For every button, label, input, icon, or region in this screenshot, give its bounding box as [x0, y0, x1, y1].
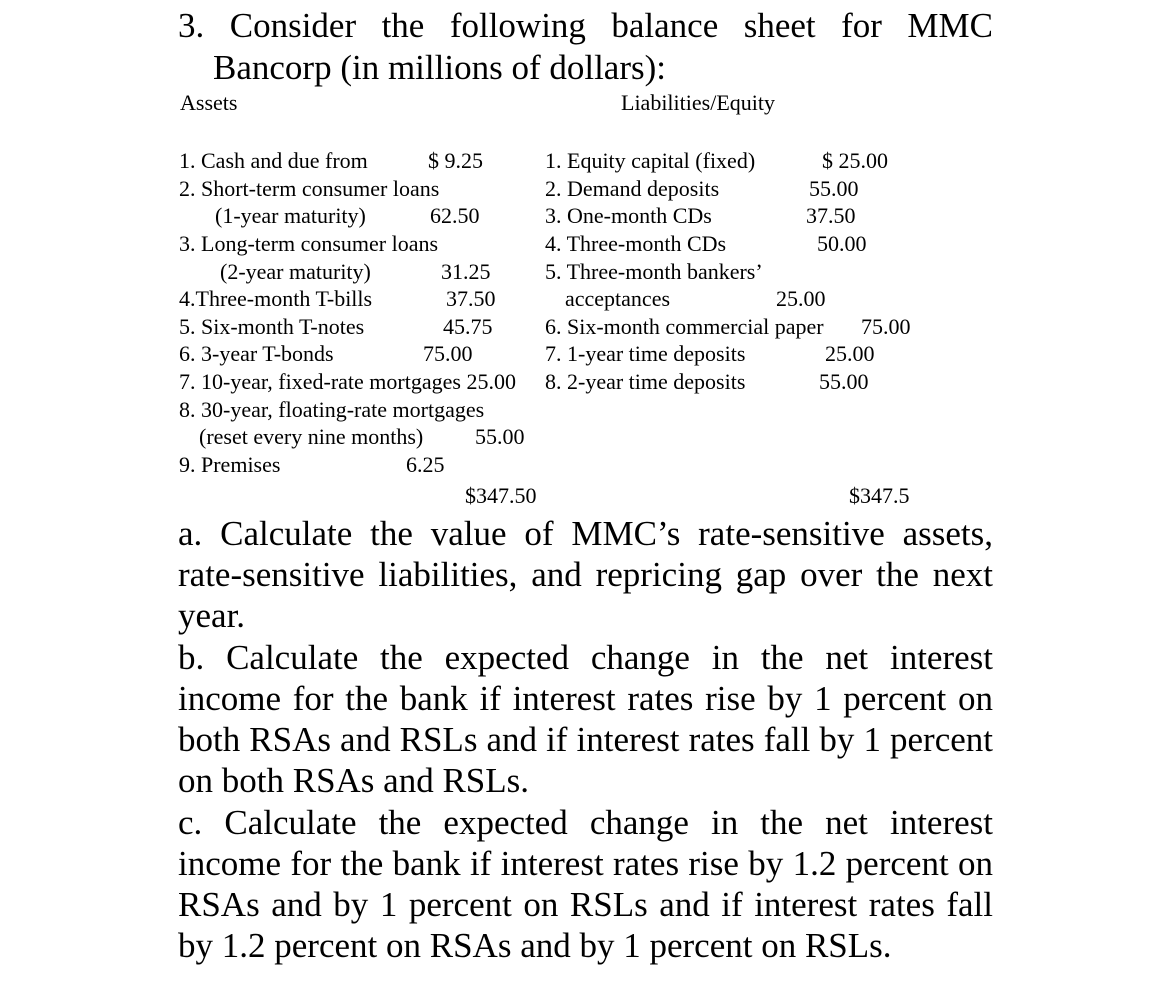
part-c: c. Calculate the expected change in the net interest income for the bank if interest rates rise by 1.2 percent on RSAs and by 1 percent on RSLs and if interest rates fall by 1.2 percent on RSAs and by 1 percent on RSLs. [178, 803, 993, 965]
liability-label: 3. One-month CDs [545, 203, 712, 228]
asset-label: 5. Six-month T-notes [179, 314, 365, 339]
liability-label: 2. Demand deposits [545, 176, 720, 201]
liability-label: 5. Three-month bankers’ [545, 259, 763, 284]
liability-label: 8. 2-year time deposits [545, 369, 746, 394]
asset-label: 7. 10-year, fixed-rate mortgages 25.00 [179, 369, 516, 394]
liability-value: 55.00 [819, 369, 869, 394]
asset-label: 9. Premises [179, 452, 281, 477]
part-a: a. Calculate the value of MMC’s rate-sensitive assets, rate-sensitive liabilities, and repricing gap over the next year. [178, 514, 993, 635]
asset-value: 62.50 [430, 203, 480, 228]
liability-value: 75.00 [861, 314, 911, 339]
asset-label: 6. 3-year T-bonds [179, 341, 334, 366]
liability-value: 25.00 [825, 341, 875, 366]
asset-label: (reset every nine months) [199, 424, 424, 449]
asset-value: 6.25 [406, 452, 445, 477]
liability-value: $ 25.00 [822, 148, 888, 173]
liability-label: acceptances [565, 286, 671, 311]
asset-label: 4.Three-month T-bills [179, 286, 373, 311]
liability-value: 25.00 [776, 286, 826, 311]
liability-label: 6. Six-month commercial paper [545, 314, 824, 339]
liability-label: 4. Three-month CDs [545, 231, 727, 256]
asset-label: 1. Cash and due from [179, 148, 368, 173]
asset-label: (1-year maturity) [215, 203, 366, 228]
liability-label: 7. 1-year time deposits [545, 341, 746, 366]
asset-label: 2. Short-term consumer loans [179, 176, 440, 201]
question-title-line2: Bancorp (in millions of dollars): [213, 48, 666, 87]
asset-value: 75.00 [423, 341, 473, 366]
assets-total: $347.50 [465, 483, 537, 508]
liability-value: 50.00 [817, 231, 867, 256]
assets-header: Assets [180, 90, 238, 115]
asset-label: 8. 30-year, floating-rate mortgages [179, 397, 485, 422]
asset-value: 45.75 [443, 314, 493, 339]
asset-label: 3. Long-term consumer loans [179, 231, 439, 256]
question-title-line1: 3. Consider the following balance sheet for MMC [178, 6, 993, 45]
asset-value: $ 9.25 [428, 148, 483, 173]
asset-value: 55.00 [475, 424, 525, 449]
asset-label: (2-year maturity) [220, 259, 371, 284]
asset-value: 37.50 [446, 286, 496, 311]
liabilities-total: $347.5 [849, 483, 910, 508]
part-b: b. Calculate the expected change in the net interest income for the bank if interest rates rise by 1 percent on both RSAs and RSLs and if interest rates fall by 1 percent on both RSAs and RSLs. [178, 638, 993, 800]
liability-value: 37.50 [806, 203, 856, 228]
asset-value: 31.25 [441, 259, 491, 284]
liability-label: 1. Equity capital (fixed) [545, 148, 756, 173]
liabilities-header: Liabilities/Equity [621, 90, 775, 115]
liability-value: 55.00 [809, 176, 859, 201]
